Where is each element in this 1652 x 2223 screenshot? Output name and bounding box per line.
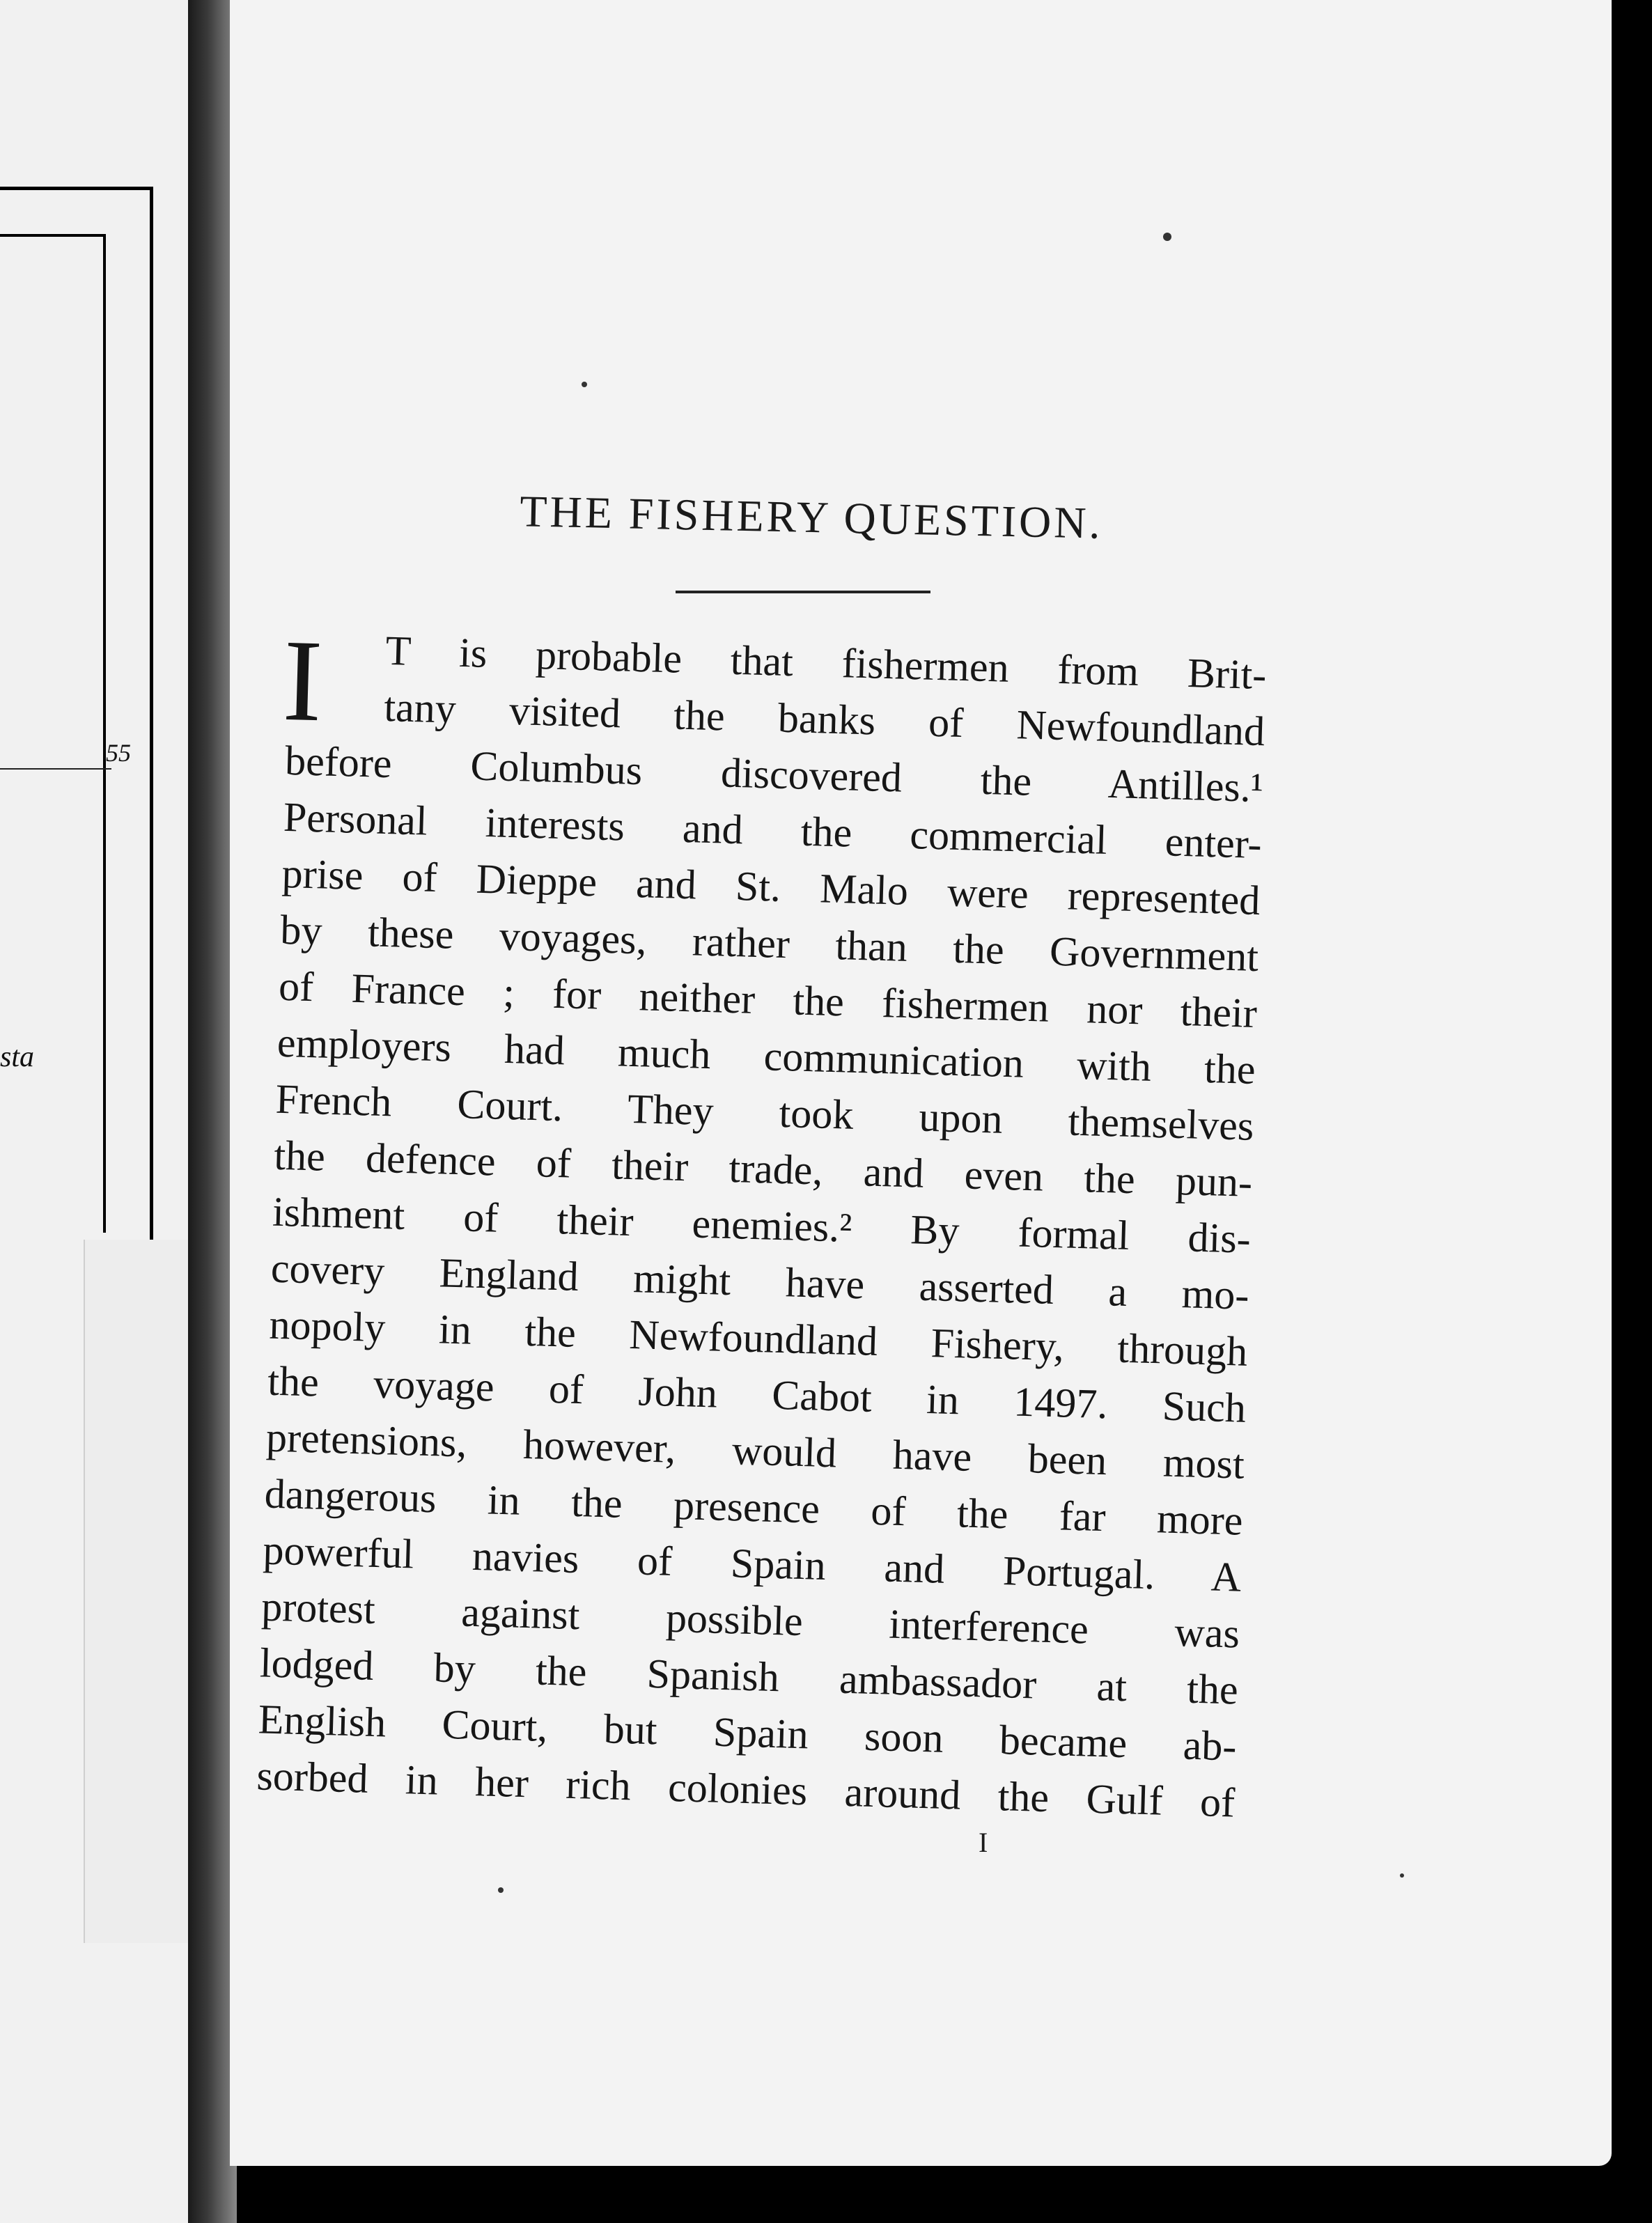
page-title: THE FISHERY QUESTION.	[519, 486, 1104, 548]
paper-speck	[1400, 1873, 1404, 1878]
text-line: the voyage of John Cabot in 1497. Such	[267, 1357, 1247, 1431]
map-place-label: sta	[0, 1041, 35, 1073]
map-latitude-label: 55	[106, 739, 131, 767]
paper-speck	[498, 1887, 504, 1893]
text-line: dangerous in the presence of the far more	[264, 1470, 1244, 1544]
text-line: T is probable that fishermen from Brit-	[384, 627, 1268, 699]
body-text	[256, 615, 1334, 1833]
text-line: the defence of their trade, and even the pun-	[273, 1132, 1253, 1206]
text-line: lodged by the Spanish ambassador at the	[259, 1639, 1239, 1713]
text-line: Personal interests and the commercial enter-	[283, 793, 1263, 868]
text-line: nopoly in the Newfoundland Fishery, through	[268, 1301, 1249, 1375]
paper-speck	[582, 382, 587, 387]
drop-cap: I	[281, 615, 325, 747]
book-page	[230, 0, 1612, 2166]
text-line: French Court. They took upon themselves	[274, 1075, 1255, 1149]
text-line: tany visited the banks of Newfoundland	[383, 683, 1265, 755]
page-number: I	[979, 1827, 988, 1858]
facing-page	[0, 0, 195, 2223]
text-line: prise of Dieppe and St. Malo were represented	[281, 850, 1261, 924]
text-line: employers had much communication with the	[276, 1019, 1256, 1093]
text-line: of France ; for neither the fishermen nor their	[278, 962, 1258, 1037]
paper-speck	[1163, 233, 1171, 241]
map-grid-line	[0, 768, 111, 770]
text-line: by these voyages, rather than the Government	[279, 906, 1259, 981]
text-line: pretensions, however, would have been most	[265, 1414, 1245, 1488]
text-line: protest against possible interference was	[260, 1583, 1240, 1657]
text-line: powerful navies of Spain and Portugal. A	[262, 1527, 1242, 1600]
text-line: ishment of their enemies.² By formal dis-	[272, 1188, 1252, 1262]
text-line: before Columbus discovered the Antilles.¹	[284, 737, 1264, 811]
text-line: sorbed in her rich colonies around the Gulf of	[256, 1752, 1236, 1826]
title-divider	[676, 591, 930, 593]
map-border-inner	[0, 234, 106, 1233]
text-line: covery England might have asserted a mo-	[270, 1245, 1250, 1318]
text-line: English Court, but Spain soon became ab-	[257, 1696, 1238, 1770]
